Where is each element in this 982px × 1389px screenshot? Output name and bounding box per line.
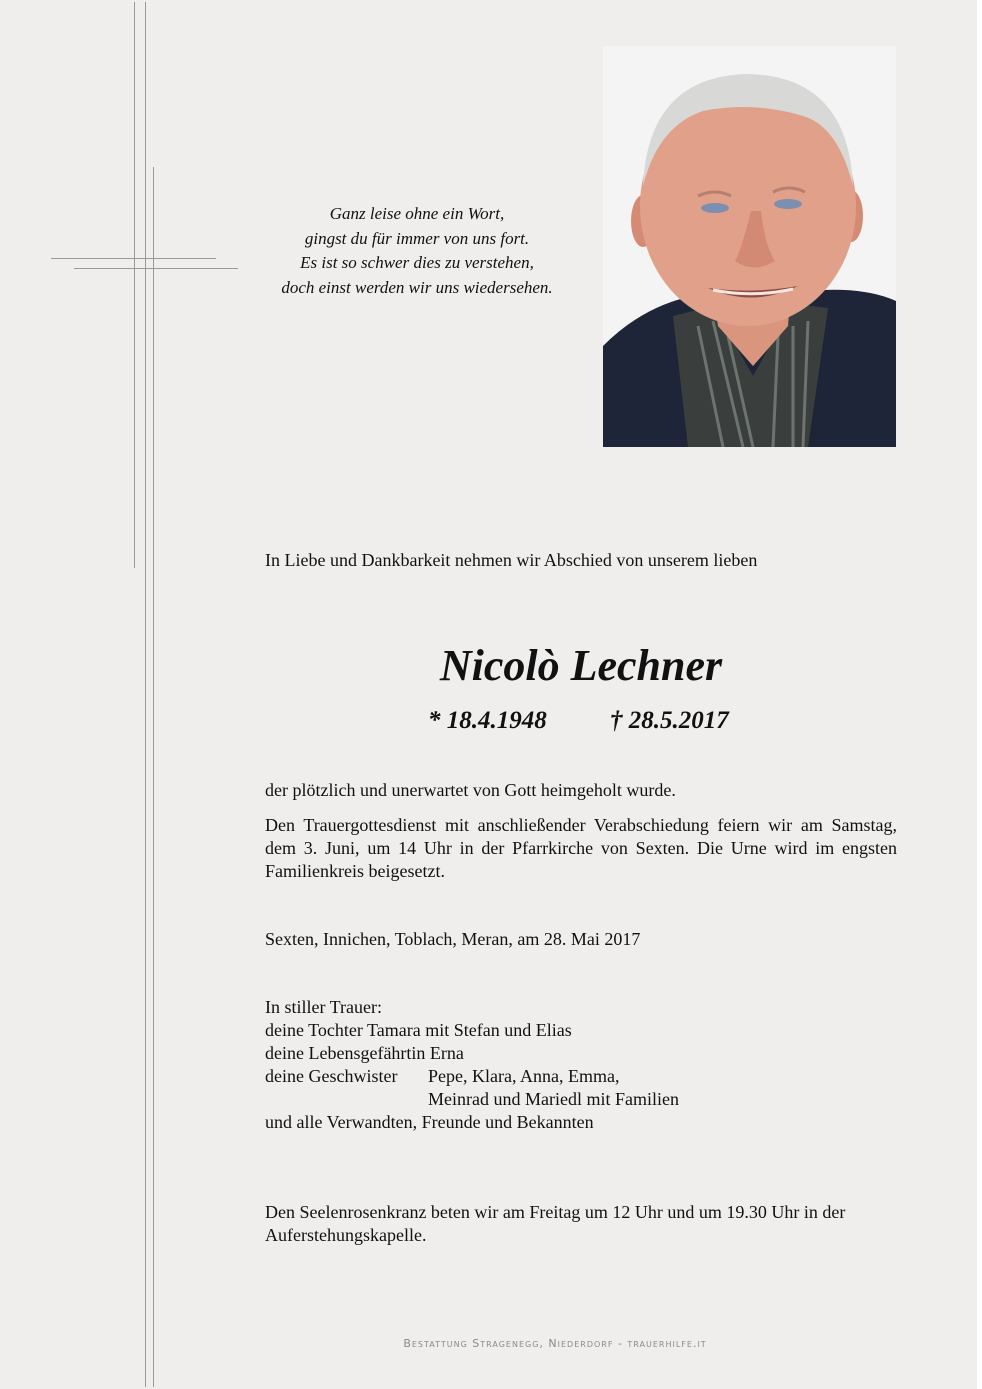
rosary-text: Den Seelenrosenkranz beten wir am Freitag um 12 Uhr und um 19.30 Uhr in der Auferstehungskapelle. (265, 1202, 846, 1245)
death-date: † 28.5.2017 (610, 707, 729, 734)
footer-credit: Bestattung Stragenegg, Niederdorf - trauerhilfe.it (403, 1337, 707, 1350)
cross-vertical-line-3 (153, 167, 154, 1387)
poem-line: Ganz leise ohne ein Wort, (329, 204, 505, 223)
poem-line: Es ist so schwer dies zu verstehen, (300, 253, 534, 272)
portrait-illustration (603, 46, 896, 447)
poem (262, 202, 572, 300)
birth-date: * 18.4.1948 (428, 707, 547, 734)
siblings-names-continued: Meinrad und Mariedl mit Familien (428, 1089, 679, 1109)
poem-line: doch einst werden wir uns wiedersehen. (281, 277, 553, 297)
mourner-siblings-row (265, 1065, 897, 1088)
portrait-photo (603, 46, 896, 447)
poem-line: gingst du für immer von uns fort. (304, 228, 530, 248)
mourners-heading: In stiller Trauer: (265, 997, 382, 1017)
cross-vertical-line-2 (145, 2, 146, 1387)
cross-horizontal-line-2 (74, 268, 238, 269)
mourner-daughter: deine Tochter Tamara mit Stefan und Elias (265, 1020, 572, 1040)
mourner-others: und alle Verwandten, Freunde und Bekannten (265, 1112, 594, 1132)
passing-text: der plötzlich und unerwartet von Gott heimgeholt wurde. (265, 780, 676, 800)
cross-horizontal-line-1 (51, 258, 216, 259)
siblings-names: Pepe, Klara, Anna, Emma, (428, 1066, 620, 1086)
service-text: Den Trauergottesdienst mit anschließender Verabschiedung feiern wir am Samstag, dem 3. Juni, um 14 Uhr in der Pfarrkirche von Sexten. Die Urne wird im engsten Familienkreis beigesetzt. (265, 815, 897, 881)
mourner-partner: deine Lebensgefährtin Erna (265, 1043, 464, 1063)
siblings-label: deine Geschwister (265, 1066, 398, 1086)
place-date-text: Sexten, Innichen, Toblach, Meran, am 28. Mai 2017 (265, 929, 641, 949)
mourners-list (265, 996, 897, 1134)
deceased-name: Nicolò Lechner (439, 641, 723, 690)
intro-text: In Liebe und Dankbarkeit nehmen wir Abschied von unserem lieben (265, 550, 758, 570)
cross-vertical-line-1 (134, 2, 135, 568)
